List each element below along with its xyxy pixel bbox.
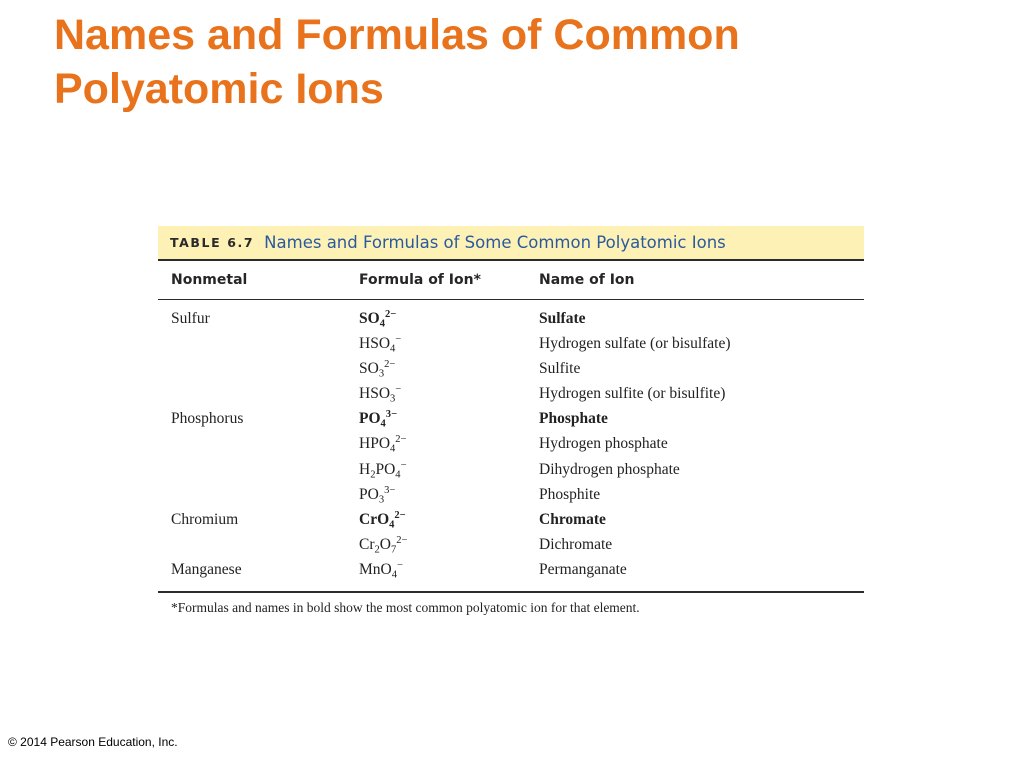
formula-charge: 3−	[384, 484, 396, 496]
formula-charge: 2−	[384, 309, 397, 321]
nonmetal-cell: Phosphorus	[171, 410, 244, 428]
formula-cell	[359, 435, 407, 453]
formula-base: CrO	[359, 510, 390, 528]
formula-cell	[359, 385, 401, 403]
formula-charge: 2−	[384, 359, 396, 371]
table-body	[158, 300, 864, 593]
header-nonmetal: Nonmetal	[171, 272, 248, 288]
formula-base: O	[379, 535, 391, 553]
formula-base: SO	[359, 360, 379, 378]
table-row	[158, 332, 864, 357]
formula-charge: 2−	[394, 509, 406, 521]
ion-name-cell: Sulfite	[539, 360, 581, 378]
formula-subscript: 7	[390, 544, 397, 556]
ion-name-cell: Phosphite	[539, 485, 601, 503]
formula-cell	[359, 486, 395, 504]
nonmetal-cell: Chromium	[171, 510, 239, 528]
table-row	[158, 432, 864, 457]
formula-prefix-subscript: 2	[370, 468, 376, 480]
slide-title-line-2: Polyatomic Ions	[54, 65, 384, 113]
formula-base: HPO	[359, 435, 391, 453]
table-row	[158, 407, 864, 432]
formula-prefix: Cr	[359, 535, 375, 553]
formula-base: SO	[359, 310, 380, 327]
slide-title-line-1: Names and Formulas of Common	[54, 11, 740, 59]
formula-cell	[359, 511, 406, 529]
formula-cell	[359, 335, 401, 353]
table-header-row	[158, 261, 864, 300]
formula-base: PO	[359, 485, 379, 503]
formula-cell	[359, 536, 407, 554]
ion-name-cell: Hydrogen sulfite (or bisulfite)	[539, 385, 726, 403]
ion-name-cell: Phosphate	[539, 410, 608, 428]
polyatomic-ions-table	[158, 226, 864, 616]
formula-charge: −	[397, 560, 403, 572]
nonmetal-cell: Manganese	[171, 560, 242, 578]
formula-charge: 2−	[396, 535, 408, 547]
formula-subscript: 4	[390, 343, 396, 355]
formula-base: PO	[375, 460, 396, 478]
ion-name-cell: Permanganate	[539, 560, 627, 578]
formula-cell	[359, 310, 396, 328]
formula-subscript: 4	[389, 519, 395, 531]
ion-name-cell: Dihydrogen phosphate	[539, 460, 680, 478]
table-caption-bar	[158, 226, 864, 261]
table-number: TABLE 6.7	[170, 235, 255, 250]
table-row	[158, 508, 864, 533]
formula-cell	[359, 461, 407, 479]
ion-name-cell: Hydrogen phosphate	[539, 435, 668, 453]
table-row	[158, 533, 864, 558]
ion-name-cell: Sulfate	[539, 310, 586, 327]
header-name: Name of Ion	[539, 272, 635, 288]
formula-subscript: 4	[395, 468, 401, 480]
table-row	[158, 307, 864, 332]
formula-base: HSO	[359, 385, 391, 403]
table-footnote: *Formulas and names in bold show the most common polyatomic ion for that element.	[171, 600, 640, 616]
header-formula: Formula of Ion*	[359, 272, 481, 288]
table-row	[158, 483, 864, 508]
formula-charge: 2−	[395, 434, 407, 446]
formula-subscript: 3	[378, 494, 385, 506]
formula-prefix: H	[359, 460, 371, 478]
formula-charge: −	[395, 384, 402, 396]
formula-subscript: 3	[390, 393, 396, 405]
formula-charge: −	[400, 459, 407, 471]
formula-prefix-subscript: 2	[374, 544, 380, 556]
formula-subscript: 4	[380, 418, 386, 430]
slide-title	[54, 8, 994, 116]
formula-charge: 3−	[385, 409, 398, 421]
table-caption: Names and Formulas of Some Common Polyatomic Ions	[264, 233, 726, 252]
formula-cell	[359, 410, 397, 428]
table-row	[158, 357, 864, 382]
ion-name-cell: Hydrogen sulfate (or bisulfate)	[539, 335, 731, 353]
table-row	[158, 458, 864, 483]
nonmetal-cell: Sulfur	[171, 310, 210, 327]
formula-subscript: 4	[391, 569, 397, 581]
formula-subscript: 4	[379, 318, 385, 330]
formula-charge: −	[395, 334, 402, 346]
formula-subscript: 3	[378, 368, 385, 380]
formula-cell	[359, 561, 403, 579]
table-row	[158, 382, 864, 407]
formula-base: MnO	[359, 560, 392, 578]
table-row	[158, 558, 864, 583]
ion-name-cell: Chromate	[539, 510, 606, 528]
formula-base: HSO	[359, 335, 391, 353]
formula-cell	[359, 360, 395, 378]
formula-subscript: 4	[390, 443, 396, 455]
copyright-notice: © 2014 Pearson Education, Inc.	[8, 735, 178, 749]
formula-base: PO	[359, 410, 381, 428]
ion-name-cell: Dichromate	[539, 535, 613, 553]
